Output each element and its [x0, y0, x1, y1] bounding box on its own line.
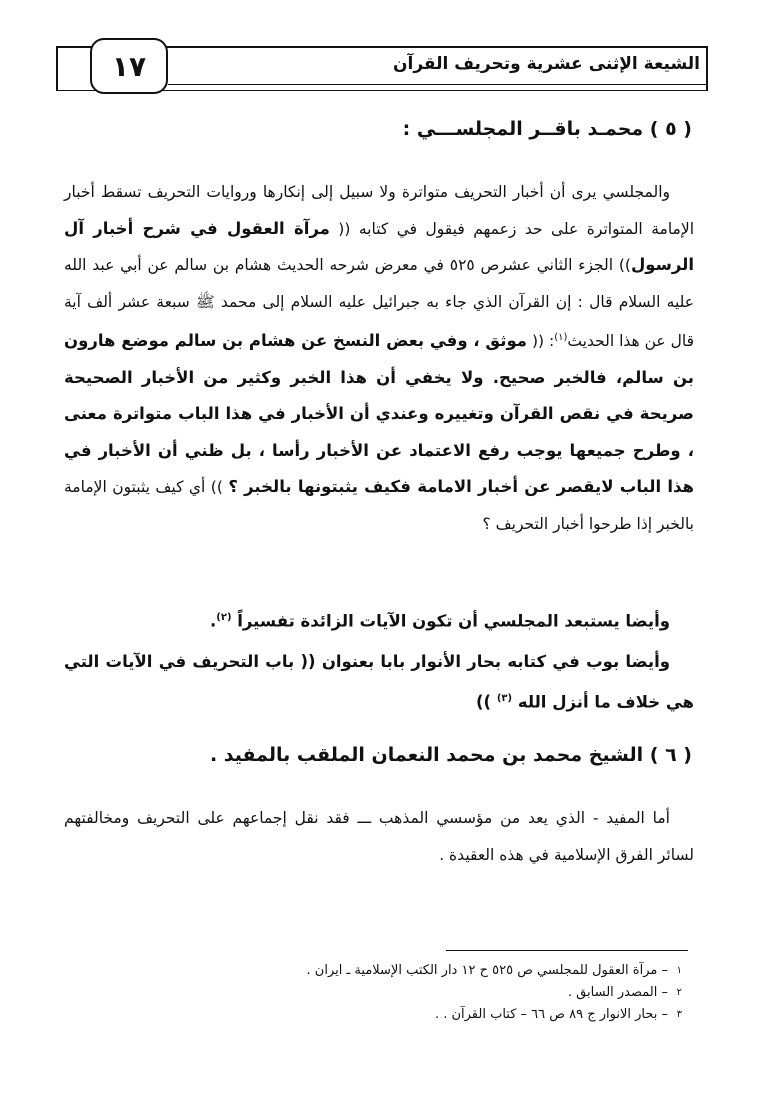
paragraph-mufid [64, 800, 694, 873]
paragraph-bihar [64, 644, 694, 721]
footnote-number: ١ [676, 965, 682, 976]
footnote-item [200, 982, 682, 1004]
footnote-text: – مرآة العقول للمجلسي ص ٥٢٥ ح ١٢ دار الكتب الإسلامية ـ ايران . [306, 963, 668, 978]
line-text: وأيضا يستبعد المجلسي أن تكون الآيات الزائدة تفسيراً [237, 611, 670, 631]
text-run: والمجلسي يرى أن أخبار التحريف متواترة ولا سبيل إلى إنكارها وروايات التحريف تسقط أخبار الإمامة المتواترة على حد زعمهم فيقول في كتابه (( [64, 183, 694, 238]
footnote-item [200, 960, 682, 982]
paragraph-text: أما المفيد - الذي يعد من مؤسسي المذهب ـــ فقد نقل إجماعهم على التحريف ومخالفتهم لسائر الفرق الإسلامية في هذه العقيدة . [64, 809, 694, 864]
page-number: ١٧ [90, 38, 168, 94]
text-run: )) الجزء الثاني عشرص ٥٢٥ في معرض شرحه الحديث هشام بن سالم عن أبي عبد الله عليه السلام قال : إن القرآن الذي جاء به جبرائيل عليه السلام إلى محمد ﷺ سبعة عشر ألف آية قال عن هذا الحديث [64, 256, 695, 351]
footnote-separator [446, 950, 688, 951]
bold-run: مرآة العقول في شرح أخبار آل الرسول [64, 218, 694, 274]
footnote-text: – المصدر السابق . [567, 985, 668, 1000]
footnote-number: ٣ [676, 1009, 682, 1020]
line-end: )) [476, 692, 497, 711]
text-run: )) أي كيف يثبتون الإمامة بالخبر إذا طرحوا أخبار التحريف ؟ [64, 478, 694, 533]
footnote-item [200, 1004, 682, 1026]
line-end: . [209, 611, 217, 631]
running-title: الشيعة الإثنى عشرية وتحريف القرآن [393, 54, 700, 74]
footnote-ref-1: (١) [554, 332, 568, 343]
paragraph-text [64, 600, 694, 640]
paragraph-majlisi [64, 174, 694, 542]
paragraph-text [64, 174, 694, 542]
text-run: : (( [527, 332, 555, 351]
page-header [56, 38, 708, 100]
heading-text: ( ٥ ) محمـد باقــر المجلســـي : [402, 118, 692, 140]
bold-run: موثق ، وفي بعض النسخ عن هشام بن سالم موضع هارون بن سالم، فالخبر صحيح. ولا يخفي أن هذا الخبر وكثير من الأخبار الصحيحة صريحة في نقص القرآن وتغييره وعندي أن الأخبار في هذا الباب متواترة معنى ، وطرح جميعها يوجب رفع الاعتماد عن الأخبار رأسا ، بل ظني أن الأخبار في هذا الباب لايقصر عن أخبار الامامة فكيف يثبتونها بالخبر ؟ [64, 331, 694, 497]
line-text: وأيضا بوب في كتابه بحار الأنوار بابا بعنوان (( باب التحريف في الآيات التي هي خلاف ما أنزل الله [64, 652, 694, 711]
footnote-ref-3: (٣) [496, 692, 513, 704]
section-heading-mufid [64, 738, 694, 772]
footnote-number: ٢ [676, 987, 682, 998]
heading-text: ( ٦ ) الشيخ محمد بن محمد النعمان الملقب بالمفيد . [209, 744, 692, 766]
footnotes [200, 960, 682, 1026]
footnote-ref-2: (٢) [216, 612, 232, 623]
paragraph-text [64, 644, 694, 721]
header-inner-rule [168, 84, 708, 85]
footnote-text: – بحار الانوار ج ٨٩ ص ٦٦ – كتاب القرآن . . [434, 1007, 668, 1022]
section-heading-majlisi [64, 112, 694, 146]
paragraph-tafsir [64, 600, 694, 640]
